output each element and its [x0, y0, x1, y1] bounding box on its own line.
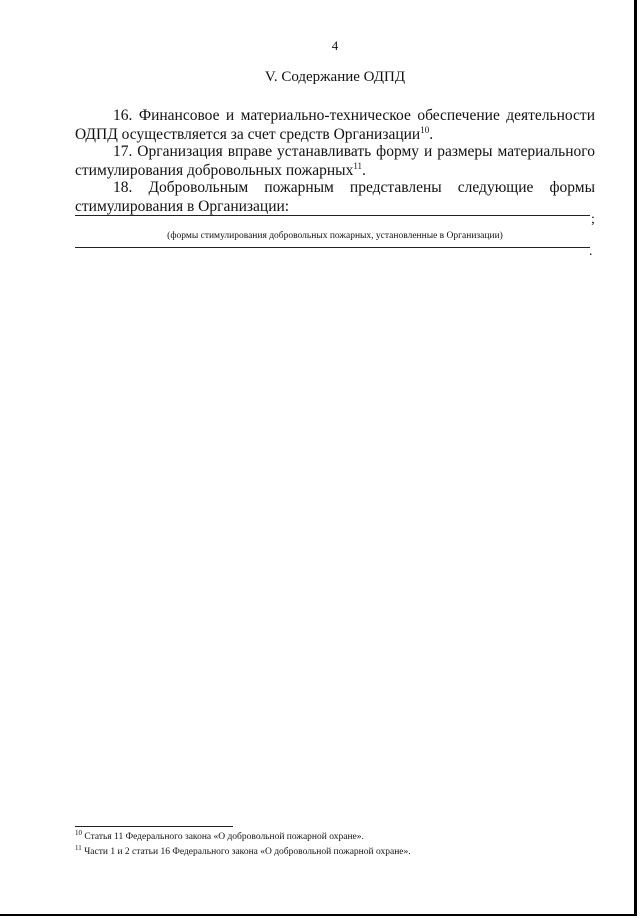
footnote-separator [75, 826, 233, 827]
section-heading: V. Содержание ОДПД [264, 69, 406, 85]
footnote-ref-11: 11 [353, 160, 362, 171]
paragraph-16-tail: . [429, 126, 434, 143]
footnote-number: 11 [75, 843, 82, 852]
paragraph-18 [75, 178, 595, 216]
paragraph-18-line-1: 18. Добровольным пожарным представлены следующие формы [113, 179, 595, 196]
footnote-text: Части 1 и 2 статьи 16 Федерального закона «О добровольной пожарной охране». [84, 847, 411, 857]
footnote-11 [75, 843, 595, 857]
paragraph-18-line-2: стимулирования в Организации: [75, 198, 290, 215]
paragraph-17 [75, 142, 595, 180]
page-number: 4 [331, 38, 339, 53]
fill-in-line-continued[interactable] [75, 247, 590, 248]
paragraph-16-line-1: 16. Финансовое и материально-техническое обеспечение деятельности [113, 107, 595, 124]
footnote-text: Статья 11 Федерального закона «О добровольной пожарной охране». [84, 832, 364, 842]
footnote-10 [75, 828, 595, 842]
paragraph-17-line-1: 17. Организация вправе устанавливать форму и размеры материального [113, 143, 595, 160]
fill-line-semicolon: ; [591, 212, 595, 227]
footnote-ref-10: 10 [420, 124, 430, 135]
fill-in-line[interactable] [75, 215, 590, 216]
paragraph-17-text: стимулирования добровольных пожарных [75, 162, 354, 179]
fill-line-period: . [589, 244, 593, 259]
footnote-number: 10 [75, 828, 82, 837]
paragraph-16 [75, 106, 595, 144]
fill-line-caption: (формы стимулирования добровольных пожарных, установленные в Организации) [167, 231, 503, 241]
paragraph-17-tail: . [362, 162, 366, 179]
paragraph-16-text: ОДПД осуществляется за счет средств Организации [75, 126, 421, 143]
